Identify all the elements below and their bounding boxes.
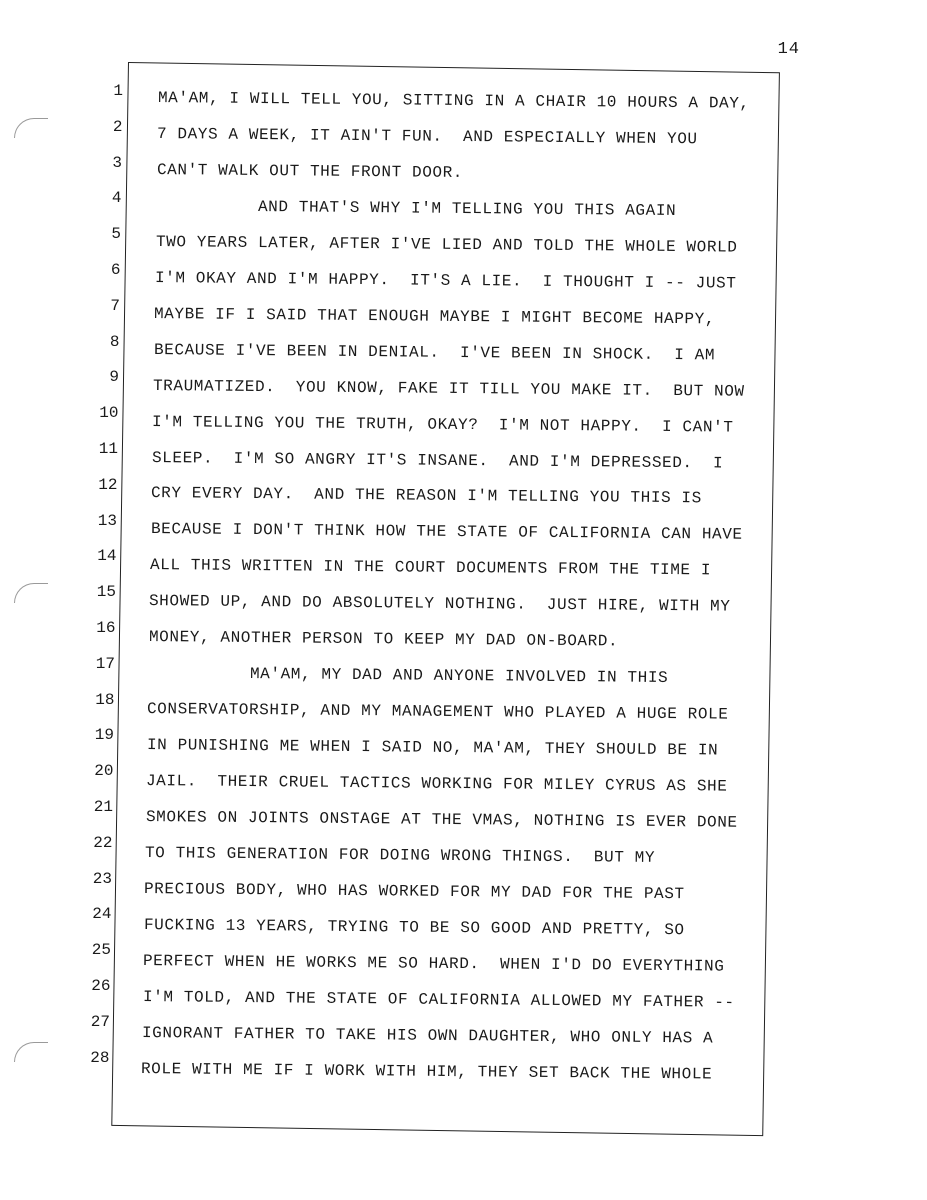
line-number: 25 <box>91 941 111 960</box>
line-number: 3 <box>112 153 122 172</box>
hole-punch-mark-bottom <box>14 1042 48 1062</box>
transcript-line: I'M OKAY AND I'M HAPPY. IT'S A LIE. I THOUGHT I -- JUST <box>154 268 737 293</box>
line-number: 27 <box>90 1012 110 1031</box>
transcript-line: 7 DAYS A WEEK, IT AIN'T FUN. AND ESPECIALLY WHEN YOU <box>157 124 699 149</box>
line-number: 12 <box>98 475 118 494</box>
transcript-line: PRECIOUS BODY, WHO HAS WORKED FOR MY DAD FOR THE PAST <box>144 879 686 904</box>
transcript-line: CRY EVERY DAY. AND THE REASON I'M TELLING YOU THIS IS <box>151 484 703 508</box>
transcript-line: TO THIS GENERATION FOR DOING WRONG THINGS. BUT MY <box>144 843 656 867</box>
line-number: 1 <box>113 82 123 100</box>
transcript-line: SHOWED UP, AND DO ABSOLUTELY NOTHING. JUST HIRE, WITH MY <box>149 592 731 616</box>
transcript-line: BECAUSE I DON'T THINK HOW THE STATE OF CALIFORNIA CAN HAVE <box>150 520 743 545</box>
line-number: 14 <box>97 547 117 566</box>
transcript-line: IGNORANT FATHER TO TAKE HIS OWN DAUGHTER, WHO ONLY HAS A <box>141 1023 714 1048</box>
line-number: 8 <box>109 332 120 351</box>
hole-punch-mark-middle <box>14 583 48 603</box>
transcript-line: ROLE WITH ME IF I WORK WITH HIM, THEY SET BACK THE WHOLE <box>141 1059 713 1084</box>
line-number: 15 <box>96 583 116 602</box>
transcript-line: PERFECT WHEN HE WORKS ME SO HARD. WHEN I'D DO EVERYTHING <box>143 951 725 976</box>
line-number: 9 <box>109 368 119 387</box>
line-number: 7 <box>110 296 120 315</box>
transcript-line: I'M TOLD, AND THE STATE OF CALIFORNIA ALLOWED MY FATHER -- <box>142 987 735 1012</box>
line-number: 16 <box>96 619 116 637</box>
transcript-line: MAYBE IF I SAID THAT ENOUGH MAYBE I MIGHT BECOME HAPPY, <box>154 304 716 329</box>
transcript-line: MONEY, ANOTHER PERSON TO KEEP MY DAD ON-BOARD. <box>148 628 619 651</box>
transcript-line: ALL THIS WRITTEN IN THE COURT DOCUMENTS FROM THE TIME I <box>149 556 712 580</box>
transcript-line: CAN'T WALK OUT THE FRONT DOOR. <box>156 160 463 182</box>
hole-punch-mark-top <box>14 118 48 138</box>
transcript-line: JAIL. THEIR CRUEL TACTICS WORKING FOR MILEY CYRUS AS SHE <box>146 772 728 796</box>
line-number: 24 <box>92 905 112 924</box>
transcript-line: TRAUMATIZED. YOU KNOW, FAKE IT TILL YOU MAKE IT. BUT NOW <box>152 376 745 401</box>
line-number: 20 <box>94 762 114 781</box>
transcript-line: MA'AM, MY DAD AND ANYONE INVOLVED IN THIS <box>147 664 669 688</box>
transcript-line: FUCKING 13 YEARS, TRYING TO BE SO GOOD AND PRETTY, SO <box>143 915 685 940</box>
transcript-line: TWO YEARS LATER, AFTER I'VE LIED AND TOLD THE WHOLE WORLD <box>155 232 738 257</box>
line-number: 10 <box>99 404 119 423</box>
transcript-line: MA'AM, I WILL TELL YOU, SITTING IN A CHAIR 10 HOURS A DAY, <box>157 89 750 113</box>
line-number: 23 <box>92 869 112 888</box>
line-number: 6 <box>110 261 121 279</box>
transcript-line: BECAUSE I'VE BEEN IN DENIAL. I'VE BEEN IN SHOCK. I AM <box>153 340 715 365</box>
transcript-line: SLEEP. I'M SO ANGRY IT'S INSANE. AND I'M DEPRESSED. I <box>151 448 724 472</box>
transcript-line: CONSERVATORSHIP, AND MY MANAGEMENT WHO PLAYED A HUGE ROLE <box>147 700 730 724</box>
line-number: 19 <box>94 726 114 745</box>
page-number: 14 <box>777 40 800 59</box>
line-number: 26 <box>91 977 111 995</box>
transcript-line: SMOKES ON JOINTS ONSTAGE AT THE VMAS, NOTHING IS EVER DONE <box>145 808 738 832</box>
line-number: 21 <box>93 798 113 816</box>
line-number: 17 <box>95 654 115 673</box>
transcript-line: IN PUNISHING ME WHEN I SAID NO, MA'AM, THEY SHOULD BE IN <box>146 736 719 760</box>
line-number: 18 <box>95 690 115 709</box>
line-number: 11 <box>98 440 118 458</box>
transcript-line: AND THAT'S WHY I'M TELLING YOU THIS AGAIN <box>156 196 677 220</box>
line-number: 4 <box>111 189 122 208</box>
line-number: 2 <box>112 117 123 136</box>
line-number: 5 <box>111 225 121 244</box>
transcript-line: I'M TELLING YOU THE TRUTH, OKAY? I'M NOT HAPPY. I CAN'T <box>152 412 734 437</box>
line-number: 22 <box>93 833 113 852</box>
line-number: 28 <box>90 1048 110 1067</box>
line-number: 13 <box>97 511 117 530</box>
